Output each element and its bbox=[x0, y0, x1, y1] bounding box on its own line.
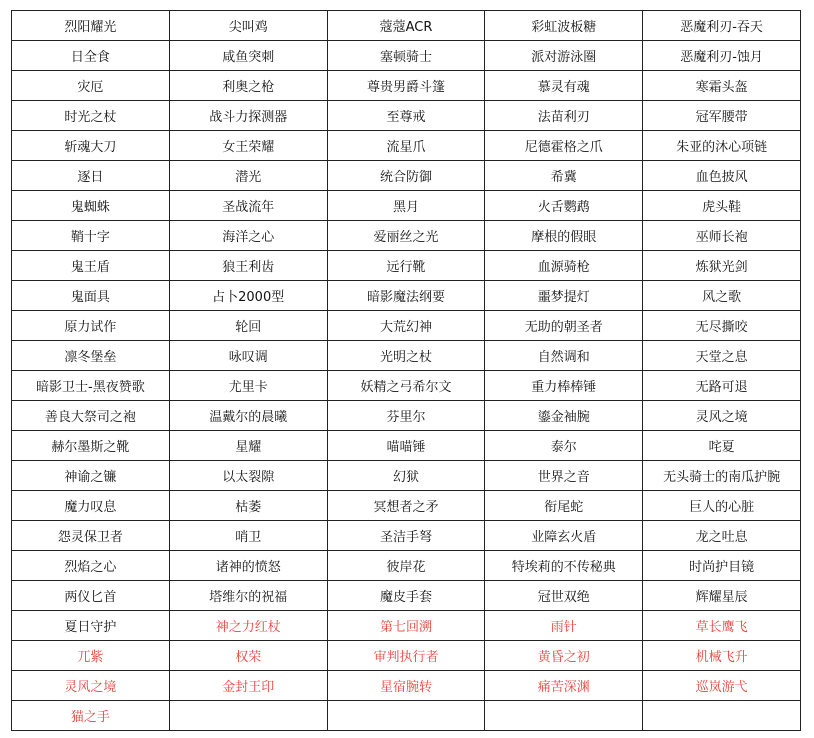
table-row bbox=[12, 71, 801, 101]
table-cell: 统合防御 bbox=[327, 161, 485, 191]
table-cell: 以太裂隙 bbox=[169, 461, 327, 491]
table-cell bbox=[169, 701, 327, 731]
table-cell: 爱丽丝之光 bbox=[327, 221, 485, 251]
table-cell: 摩根的假眼 bbox=[485, 221, 643, 251]
table-row bbox=[12, 641, 801, 671]
table-cell: 无尽撕咬 bbox=[643, 311, 801, 341]
table-cell: 黑月 bbox=[327, 191, 485, 221]
table-row bbox=[12, 521, 801, 551]
table-cell: 狼王利齿 bbox=[169, 251, 327, 281]
table-cell: 凛冬堡垒 bbox=[12, 341, 170, 371]
table-cell: 尊贵男爵斗篷 bbox=[327, 71, 485, 101]
table-cell: 噩梦提灯 bbox=[485, 281, 643, 311]
table-cell: 原力试作 bbox=[12, 311, 170, 341]
table-cell: 占卜2000型 bbox=[169, 281, 327, 311]
table-row bbox=[12, 101, 801, 131]
table-row bbox=[12, 701, 801, 731]
table-cell: 鬼蜘蛛 bbox=[12, 191, 170, 221]
table-cell: 灾厄 bbox=[12, 71, 170, 101]
table-cell: 火舌鹦鹉 bbox=[485, 191, 643, 221]
table-cell: 无助的朝圣者 bbox=[485, 311, 643, 341]
table-cell: 灵风之境 bbox=[643, 401, 801, 431]
table-cell: 咸鱼突刺 bbox=[169, 41, 327, 71]
table-row bbox=[12, 191, 801, 221]
table-cell: 灵风之境 bbox=[12, 671, 170, 701]
table-cell: 血色披风 bbox=[643, 161, 801, 191]
table-cell: 审判执行者 bbox=[327, 641, 485, 671]
table-cell: 诸神的愤怒 bbox=[169, 551, 327, 581]
table-cell: 自然调和 bbox=[485, 341, 643, 371]
table-row bbox=[12, 311, 801, 341]
table-row bbox=[12, 461, 801, 491]
table-cell: 神之力红杖 bbox=[169, 611, 327, 641]
table-cell: 蔻蔻ACR bbox=[327, 11, 485, 41]
item-table-body bbox=[12, 11, 801, 731]
table-cell: 远行靴 bbox=[327, 251, 485, 281]
table-cell: 希冀 bbox=[485, 161, 643, 191]
table-row bbox=[12, 341, 801, 371]
table-cell: 哨卫 bbox=[169, 521, 327, 551]
table-cell: 幻狱 bbox=[327, 461, 485, 491]
table-cell: 巨人的心脏 bbox=[643, 491, 801, 521]
table-cell: 圣洁手弩 bbox=[327, 521, 485, 551]
table-cell: 痛苦深渊 bbox=[485, 671, 643, 701]
table-row bbox=[12, 401, 801, 431]
table-cell: 世界之音 bbox=[485, 461, 643, 491]
table-cell: 派对游泳圈 bbox=[485, 41, 643, 71]
table-cell: 潜光 bbox=[169, 161, 327, 191]
table-row bbox=[12, 161, 801, 191]
table-cell: 星宿腕转 bbox=[327, 671, 485, 701]
table-cell: 星耀 bbox=[169, 431, 327, 461]
table-cell: 时尚护目镜 bbox=[643, 551, 801, 581]
table-row bbox=[12, 371, 801, 401]
table-cell: 温戴尔的晨曦 bbox=[169, 401, 327, 431]
table-cell bbox=[643, 701, 801, 731]
table-cell: 第七回溯 bbox=[327, 611, 485, 641]
table-cell: 血源骑枪 bbox=[485, 251, 643, 281]
table-cell: 日全食 bbox=[12, 41, 170, 71]
table-cell: 塞顿骑士 bbox=[327, 41, 485, 71]
table-cell: 特埃莉的不传秘典 bbox=[485, 551, 643, 581]
table-cell: 咏叹调 bbox=[169, 341, 327, 371]
table-cell: 喵喵锤 bbox=[327, 431, 485, 461]
table-cell: 女王荣耀 bbox=[169, 131, 327, 161]
table-cell: 冥想者之矛 bbox=[327, 491, 485, 521]
table-cell bbox=[485, 701, 643, 731]
table-cell: 寒霜头盔 bbox=[643, 71, 801, 101]
table-cell: 无头骑士的南瓜护腕 bbox=[643, 461, 801, 491]
table-cell: 魔皮手套 bbox=[327, 581, 485, 611]
table-cell: 鬼面具 bbox=[12, 281, 170, 311]
table-row bbox=[12, 11, 801, 41]
table-cell: 业障玄火盾 bbox=[485, 521, 643, 551]
table-cell: 枯萎 bbox=[169, 491, 327, 521]
table-cell: 重力棒棒锤 bbox=[485, 371, 643, 401]
table-cell: 魔力叹息 bbox=[12, 491, 170, 521]
table-row bbox=[12, 671, 801, 701]
table-cell: 妖精之弓希尔文 bbox=[327, 371, 485, 401]
table-cell: 天堂之息 bbox=[643, 341, 801, 371]
table-row bbox=[12, 131, 801, 161]
table-cell: 巡岚游弋 bbox=[643, 671, 801, 701]
table-cell: 巫师长袍 bbox=[643, 221, 801, 251]
table-cell: 恶魔利刃-吞天 bbox=[643, 11, 801, 41]
table-cell: 彼岸花 bbox=[327, 551, 485, 581]
table-cell: 虎头鞋 bbox=[643, 191, 801, 221]
table-cell: 龙之吐息 bbox=[643, 521, 801, 551]
table-cell: 衔尾蛇 bbox=[485, 491, 643, 521]
table-cell: 神谕之镰 bbox=[12, 461, 170, 491]
table-cell: 金封王印 bbox=[169, 671, 327, 701]
table-row bbox=[12, 281, 801, 311]
table-cell: 利奥之枪 bbox=[169, 71, 327, 101]
table-cell: 烈焰之心 bbox=[12, 551, 170, 581]
table-cell: 风之歌 bbox=[643, 281, 801, 311]
table-cell: 权荣 bbox=[169, 641, 327, 671]
table-cell: 烈阳耀光 bbox=[12, 11, 170, 41]
table-cell: 猫之手 bbox=[12, 701, 170, 731]
table-cell: 炼狱光剑 bbox=[643, 251, 801, 281]
table-cell: 流星爪 bbox=[327, 131, 485, 161]
table-cell: 雨针 bbox=[485, 611, 643, 641]
table-cell: 至尊戒 bbox=[327, 101, 485, 131]
table-cell: 慕灵有魂 bbox=[485, 71, 643, 101]
table-row bbox=[12, 551, 801, 581]
table-cell: 法苗利刃 bbox=[485, 101, 643, 131]
table-row bbox=[12, 491, 801, 521]
table-cell: 朱亚的沐心项链 bbox=[643, 131, 801, 161]
table-cell: 草长鹰飞 bbox=[643, 611, 801, 641]
table-cell bbox=[327, 701, 485, 731]
table-cell: 塔维尔的祝福 bbox=[169, 581, 327, 611]
table-row bbox=[12, 221, 801, 251]
table-cell: 战斗力探测器 bbox=[169, 101, 327, 131]
table-cell: 斩魂大刀 bbox=[12, 131, 170, 161]
table-cell: 暗影魔法纲要 bbox=[327, 281, 485, 311]
table-cell: 善良大祭司之袍 bbox=[12, 401, 170, 431]
table-cell: 黄昏之初 bbox=[485, 641, 643, 671]
table-row bbox=[12, 431, 801, 461]
table-cell: 光明之杖 bbox=[327, 341, 485, 371]
table-cell: 鬼王盾 bbox=[12, 251, 170, 281]
table-cell: 海洋之心 bbox=[169, 221, 327, 251]
table-cell: 暗影卫士-黑夜赞歌 bbox=[12, 371, 170, 401]
table-cell: 怨灵保卫者 bbox=[12, 521, 170, 551]
table-cell: 逐日 bbox=[12, 161, 170, 191]
table-cell: 泰尔 bbox=[485, 431, 643, 461]
table-cell: 大荒幻神 bbox=[327, 311, 485, 341]
table-row bbox=[12, 581, 801, 611]
table-cell: 冠军腰带 bbox=[643, 101, 801, 131]
table-row bbox=[12, 611, 801, 641]
table-cell: 圣战流年 bbox=[169, 191, 327, 221]
table-cell: 轮回 bbox=[169, 311, 327, 341]
table-cell: 彩虹波板糖 bbox=[485, 11, 643, 41]
table-cell: 夏日守护 bbox=[12, 611, 170, 641]
table-cell: 辉耀星辰 bbox=[643, 581, 801, 611]
table-cell: 尖叫鸡 bbox=[169, 11, 327, 41]
table-cell: 恶魔利刃-蚀月 bbox=[643, 41, 801, 71]
table-cell: 尼德霍格之爪 bbox=[485, 131, 643, 161]
table-cell: 鞘十字 bbox=[12, 221, 170, 251]
table-cell: 时光之杖 bbox=[12, 101, 170, 131]
table-cell: 无路可退 bbox=[643, 371, 801, 401]
table-cell: 咤夏 bbox=[643, 431, 801, 461]
table-cell: 机械飞升 bbox=[643, 641, 801, 671]
table-cell: 鎏金袖腕 bbox=[485, 401, 643, 431]
table-cell: 两仪匕首 bbox=[12, 581, 170, 611]
item-table bbox=[11, 10, 801, 731]
table-cell: 赫尔墨斯之靴 bbox=[12, 431, 170, 461]
table-cell: 兀紫 bbox=[12, 641, 170, 671]
table-cell: 冠世双绝 bbox=[485, 581, 643, 611]
table-cell: 尤里卡 bbox=[169, 371, 327, 401]
table-cell: 芬里尔 bbox=[327, 401, 485, 431]
table-row bbox=[12, 251, 801, 281]
table-row bbox=[12, 41, 801, 71]
